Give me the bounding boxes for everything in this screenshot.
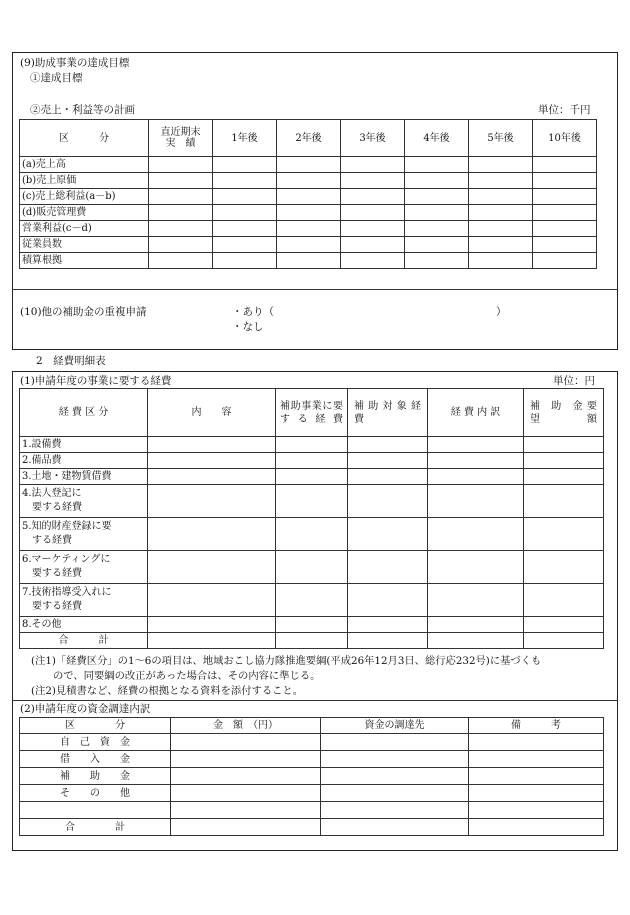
- cell[interactable]: [171, 819, 321, 836]
- table-row: [20, 485, 604, 518]
- cell[interactable]: [341, 189, 405, 205]
- expense-row-label-line: 7.技術指導受入れに: [22, 587, 112, 598]
- cell[interactable]: [277, 173, 341, 189]
- funding-head-amount: 金 額 （円）: [171, 718, 321, 734]
- cell[interactable]: [428, 551, 524, 584]
- sales-row-label: (d)販売管理費: [20, 205, 149, 221]
- cell[interactable]: [276, 485, 348, 518]
- funding-row-label: [20, 802, 171, 819]
- cell[interactable]: [469, 253, 533, 269]
- expense-row-label-line: 5.知的財産登録に要: [22, 521, 112, 532]
- cell[interactable]: [533, 157, 597, 173]
- expense-row-label-line: 4.法人登記に: [22, 488, 82, 499]
- cell[interactable]: [524, 485, 604, 518]
- s9-sub1: ①達成目標: [30, 72, 83, 84]
- table-row: [20, 253, 597, 269]
- section-divider: [12, 700, 618, 701]
- cell[interactable]: [149, 173, 213, 189]
- cell[interactable]: [148, 617, 276, 633]
- table-row: [20, 237, 597, 253]
- sales-head-year: 1年後: [213, 120, 277, 157]
- s10-close-paren: ）: [496, 306, 507, 318]
- cell[interactable]: [469, 189, 533, 205]
- cell[interactable]: [341, 237, 405, 253]
- expense-row-label: 1.設備費: [20, 437, 148, 453]
- cell[interactable]: [428, 617, 524, 633]
- cell[interactable]: [276, 633, 348, 649]
- cell[interactable]: [524, 617, 604, 633]
- cell[interactable]: [469, 221, 533, 237]
- expense-total-label: 合 計: [20, 633, 148, 649]
- funding-row-label: そ の 他: [20, 785, 171, 802]
- cell[interactable]: [341, 173, 405, 189]
- funding-total-label: 合 計: [20, 819, 171, 836]
- cell[interactable]: [148, 633, 276, 649]
- table-row: [20, 453, 604, 469]
- e1-unit: 単位：円: [553, 375, 595, 387]
- sales-head-year: 3年後: [341, 120, 405, 157]
- cell[interactable]: [524, 453, 604, 469]
- cell[interactable]: [533, 189, 597, 205]
- sales-row-label: 従業員数: [20, 237, 149, 253]
- cell[interactable]: [524, 437, 604, 453]
- cell[interactable]: [524, 551, 604, 584]
- funding-head-source: 資金の調達先: [321, 718, 469, 734]
- sales-head-year: 5年後: [469, 120, 533, 157]
- cell[interactable]: [428, 453, 524, 469]
- cell[interactable]: [341, 205, 405, 221]
- cell[interactable]: [348, 437, 428, 453]
- cell[interactable]: [276, 617, 348, 633]
- cell[interactable]: [171, 785, 321, 802]
- cell[interactable]: [348, 584, 428, 617]
- cell[interactable]: [149, 253, 213, 269]
- cell[interactable]: [428, 518, 524, 551]
- cell[interactable]: [405, 157, 469, 173]
- funding-head-category: 区 分: [20, 718, 171, 734]
- cell[interactable]: [469, 157, 533, 173]
- cell[interactable]: [149, 189, 213, 205]
- cell[interactable]: [348, 453, 428, 469]
- cell[interactable]: [341, 157, 405, 173]
- cell[interactable]: [533, 221, 597, 237]
- cell[interactable]: [213, 237, 277, 253]
- cell[interactable]: [524, 633, 604, 649]
- funding-head-remarks: 備 考: [469, 718, 604, 734]
- cell[interactable]: [321, 768, 469, 785]
- cell[interactable]: [533, 253, 597, 269]
- cell[interactable]: [149, 157, 213, 173]
- cell[interactable]: [277, 221, 341, 237]
- table-row: [20, 768, 604, 785]
- cell[interactable]: [213, 189, 277, 205]
- table-row: [20, 819, 604, 836]
- cell[interactable]: [524, 518, 604, 551]
- funding-row-label: 自 己 資 金: [20, 734, 171, 751]
- table-row: [20, 785, 604, 802]
- sales-row-label: 営業利益(c－d): [20, 221, 149, 237]
- cell[interactable]: [148, 485, 276, 518]
- cell[interactable]: [341, 221, 405, 237]
- expense-head-breakdown: 経 費 内 訳: [428, 389, 524, 437]
- cell[interactable]: [213, 221, 277, 237]
- cell[interactable]: [348, 617, 428, 633]
- sales-head-year: 10年後: [533, 120, 597, 157]
- expense-head-eligible: 補 助 対 象 経 費: [348, 389, 428, 437]
- cell[interactable]: [405, 189, 469, 205]
- expense-row-label-line: 要する経費: [22, 601, 82, 612]
- table-row: [20, 734, 604, 751]
- expense-row-label: 2.備品費: [20, 453, 148, 469]
- cell[interactable]: [348, 485, 428, 518]
- table-row: [20, 551, 604, 584]
- cell[interactable]: [276, 518, 348, 551]
- e1-title: (1)申請年度の事業に要する経費: [20, 375, 172, 387]
- sales-row-label: (c)売上総利益(a－b): [20, 189, 149, 205]
- s9-title: (9)助成事業の達成目標: [20, 57, 130, 69]
- cell[interactable]: [213, 173, 277, 189]
- cell[interactable]: [524, 584, 604, 617]
- cell[interactable]: [149, 221, 213, 237]
- cell[interactable]: [148, 551, 276, 584]
- cell[interactable]: [321, 751, 469, 768]
- sales-head-year: 2年後: [277, 120, 341, 157]
- expense-head-content: 内 容: [148, 389, 276, 437]
- funding-row-label: 補 助 金: [20, 768, 171, 785]
- expense-row-label: [20, 551, 148, 584]
- sales-head-recent-2: 実 績: [165, 138, 196, 149]
- funding-row-label: 借 入 金: [20, 751, 171, 768]
- cell[interactable]: [277, 253, 341, 269]
- expense-row-label-line: 要する経費: [22, 502, 82, 513]
- expense-table: [19, 388, 607, 649]
- table-row: [20, 751, 604, 768]
- cell[interactable]: [524, 469, 604, 485]
- cell[interactable]: [277, 189, 341, 205]
- sales-head-category: 区 分: [20, 120, 149, 157]
- s9-unit: 単位：千円: [538, 104, 591, 116]
- table-row: [20, 205, 597, 221]
- cell[interactable]: [276, 469, 348, 485]
- cell[interactable]: [213, 253, 277, 269]
- cell[interactable]: [171, 751, 321, 768]
- table-row: [20, 584, 604, 617]
- cell[interactable]: [469, 751, 604, 768]
- section2-title: 2 経費明細表: [36, 355, 106, 367]
- cell[interactable]: [321, 734, 469, 751]
- cell[interactable]: [213, 157, 277, 173]
- e1-note1-line2: ので、同要綱の改正があった場合は、その内容に準じる。: [53, 670, 321, 682]
- s10-title: (10)他の補助金の重複申請: [20, 306, 147, 318]
- expense-row-label: 3.土地・建物賃借費: [20, 469, 148, 485]
- cell[interactable]: [405, 253, 469, 269]
- cell[interactable]: [469, 205, 533, 221]
- cell[interactable]: [469, 768, 604, 785]
- sales-row-label: (b)売上原価: [20, 173, 149, 189]
- table-row: [20, 633, 604, 649]
- cell[interactable]: [469, 819, 604, 836]
- cell[interactable]: [405, 173, 469, 189]
- cell[interactable]: [148, 469, 276, 485]
- table-row: [20, 518, 604, 551]
- cell[interactable]: [276, 584, 348, 617]
- cell[interactable]: [276, 437, 348, 453]
- s10-option-no[interactable]: ・なし: [232, 321, 264, 333]
- table-row: [20, 469, 604, 485]
- table-row: [20, 157, 597, 173]
- expense-row-label: [20, 584, 148, 617]
- e2-title: (2)申請年度の資金調達内訳: [20, 703, 151, 715]
- table-row: [20, 189, 597, 205]
- sales-head-recent: [149, 120, 213, 157]
- cell[interactable]: [533, 173, 597, 189]
- cell[interactable]: [321, 819, 469, 836]
- cell[interactable]: [405, 221, 469, 237]
- table-row: [20, 437, 604, 453]
- sales-row-label: (a)売上高: [20, 157, 149, 173]
- cell[interactable]: [348, 633, 428, 649]
- cell[interactable]: [321, 802, 469, 819]
- cell[interactable]: [277, 237, 341, 253]
- cell[interactable]: [469, 173, 533, 189]
- cell[interactable]: [277, 157, 341, 173]
- cell[interactable]: [148, 453, 276, 469]
- cell[interactable]: [533, 205, 597, 221]
- expense-row-label-line: 6.マーケティングに: [22, 554, 111, 565]
- cell[interactable]: [469, 734, 604, 751]
- cell[interactable]: [469, 237, 533, 253]
- s9-sub2: ②売上・利益等の計画: [30, 104, 135, 116]
- cell[interactable]: [171, 734, 321, 751]
- cell[interactable]: [469, 802, 604, 819]
- expense-row-label: [20, 518, 148, 551]
- sales-head-year: 4年後: [405, 120, 469, 157]
- table-row: [20, 617, 604, 633]
- cell[interactable]: [148, 584, 276, 617]
- cell[interactable]: [276, 551, 348, 584]
- cell[interactable]: [171, 768, 321, 785]
- expense-row-label: 8.その他: [20, 617, 148, 633]
- cell[interactable]: [213, 205, 277, 221]
- cell[interactable]: [341, 253, 405, 269]
- table-row: [20, 802, 604, 819]
- expense-row-label-line: 要する経費: [22, 568, 82, 579]
- cell[interactable]: [428, 437, 524, 453]
- expense-row-label: [20, 485, 148, 518]
- cell[interactable]: [149, 205, 213, 221]
- table-row: [20, 221, 597, 237]
- cell[interactable]: [405, 205, 469, 221]
- cell[interactable]: [348, 551, 428, 584]
- expense-head-request: 補 助 金 要 望 額: [524, 389, 604, 437]
- cell[interactable]: [171, 802, 321, 819]
- cell[interactable]: [148, 437, 276, 453]
- cell[interactable]: [428, 633, 524, 649]
- cell[interactable]: [321, 785, 469, 802]
- sales-row-label: 積算根拠: [20, 253, 149, 269]
- cell[interactable]: [405, 237, 469, 253]
- cell[interactable]: [428, 469, 524, 485]
- e1-note2: (注2)見積書など、経費の根拠となる資料を添付すること。: [31, 685, 304, 697]
- cell[interactable]: [149, 237, 213, 253]
- s10-option-yes[interactable]: ・あり（: [232, 306, 274, 318]
- cell[interactable]: [469, 785, 604, 802]
- expense-row-label-line: する経費: [22, 535, 72, 546]
- e1-note1-line1: (注1)「経費区分」の1～6の項目は、地域おこし協力隊推進要綱(平成26年12月3日、総行応232号)に基づくも: [31, 655, 542, 667]
- cell[interactable]: [428, 584, 524, 617]
- sales-head-recent-1: 直近期末: [160, 127, 201, 138]
- cell[interactable]: [148, 518, 276, 551]
- cell[interactable]: [348, 469, 428, 485]
- cell[interactable]: [276, 453, 348, 469]
- sales-plan-table: [19, 119, 597, 269]
- funding-table: [19, 717, 604, 836]
- cell[interactable]: [428, 485, 524, 518]
- cell[interactable]: [348, 518, 428, 551]
- table-row: [20, 173, 597, 189]
- expense-head-project-cost: 補助事業に要する経費: [276, 389, 348, 437]
- cell[interactable]: [277, 205, 341, 221]
- expense-head-category: 経 費 区 分: [20, 389, 148, 437]
- cell[interactable]: [533, 237, 597, 253]
- section-divider: [12, 289, 618, 290]
